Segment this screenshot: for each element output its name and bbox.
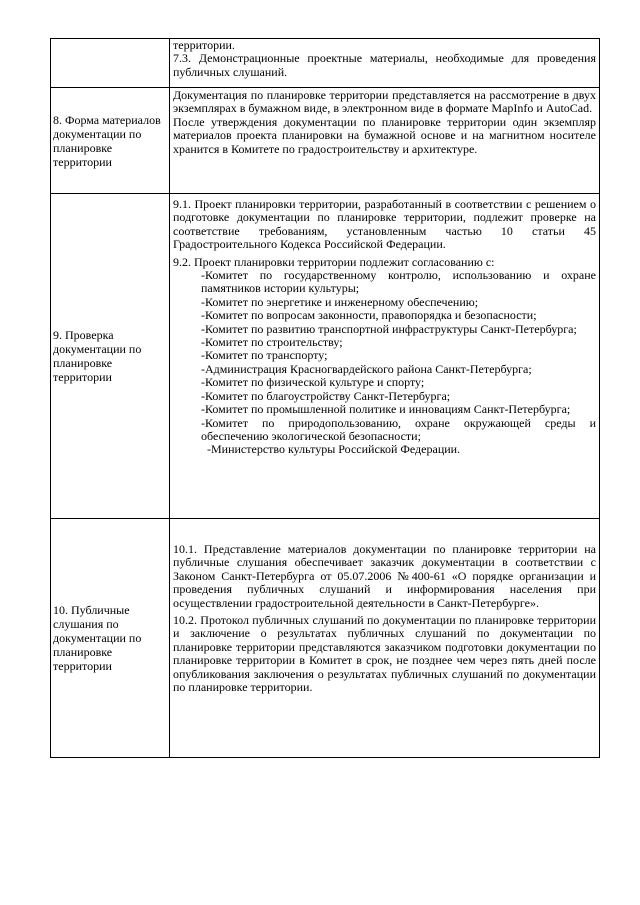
row-content-cell: [170, 39, 600, 88]
paragraph-10-2: 10.2. Протокол публичных слушаний по документации по планировке территории и заключение о результатах публичных слушаний по документации по планировке территории представляются заказчиком подготовки документации по планировке территории в Комитет в срок, не позднее чем через пять дней после опубликования заключения о результатах публичных слушаний по документации по планировке территории.: [173, 613, 596, 695]
list-item: -Комитет по физической культуре и спорту;: [201, 375, 425, 390]
paragraph: Документация по планировке территории представляется на рассмотрение в двух экземплярах в бумажном виде, в электронном виде в формате MapInfo и AutoCad.: [173, 88, 596, 116]
row-content-cell: [170, 519, 600, 758]
list-item: -Комитет по промышленной политике и инновациям Санкт-Петербурга;: [201, 402, 571, 417]
list-item: -Комитет по строительству;: [201, 335, 343, 350]
paragraph: территории.: [173, 38, 235, 52]
row-label: 8. Форма материалов документации по планировке территории: [53, 112, 161, 169]
list-item: -Комитет по вопросам законности, правопорядка и безопасности;: [201, 308, 537, 323]
row-content-cell: [170, 88, 600, 194]
list-item: -Администрация Красногвардейского района Санкт-Петербурга;: [201, 361, 532, 376]
table-row: [51, 39, 600, 88]
row-content-cell: [170, 194, 600, 519]
table-row: [51, 194, 600, 519]
paragraph: После утверждения документации по планировке территории один экземпляр материалов проекта планировки на бумажной основе и на магнитном носителе хранится в Комитете по градостроительству и архитектуре.: [173, 114, 596, 156]
row-label-cell: [51, 88, 170, 194]
table-row: [51, 88, 600, 194]
row-label: 9. Проверка документации по планировке территории: [53, 328, 142, 384]
list-item: -Министерство культуры Российской Федерации.: [207, 442, 461, 457]
table-row: [51, 519, 600, 758]
list-item: -Комитет по транспорту;: [201, 348, 328, 363]
list-item: -Комитет по благоустройству Санкт-Петербурга;: [201, 388, 451, 403]
list-item: -Комитет по государственному контролю, использованию и охране памятников истории культуры;: [201, 268, 596, 296]
paragraph-9-1: 9.1. Проект планировки территории, разработанный в соответствии с решением о подготовке документации по планировке территории, подлежит проверке на соответствие требованиям, установленным частью 10 статьи 45 Градостроительного Кодекса Российской Федерации.: [173, 197, 596, 252]
row-label-cell: [51, 519, 170, 758]
list-item: -Комитет по природопользованию, охране окружающей среды и обеспечению экологической безопасности;: [201, 415, 596, 443]
paragraph-10-1: 10.1. Представление материалов документации по планировке территории на публичные слушания обеспечивает заказчик документации в соответствии с Законом Санкт-Петербурга от 05.07.2006 №400-61 «О порядке организации и проведения публичных слушаний и информирования населения при осуществлении градостроительной деятельности в Санкт-Петербурге».: [173, 542, 596, 610]
paragraph-9-2: 9.2. Проект планировки территории подлежит согласованию с:: [173, 254, 495, 269]
list-item: -Комитет по развитию транспортной инфраструктуры Санкт-Петербурга;: [201, 321, 577, 336]
list-item: -Комитет по энергетике и инженерному обеспечению;: [201, 294, 479, 309]
row-label: 10. Публичные слушания по документации по планировке территории: [53, 603, 142, 673]
row-label-cell: [51, 39, 170, 88]
document-table: [50, 38, 600, 758]
paragraph: 7.3. Демонстрационные проектные материалы, необходимые для проведения публичных слушаний.: [173, 51, 596, 79]
row-label-cell: [51, 194, 170, 519]
